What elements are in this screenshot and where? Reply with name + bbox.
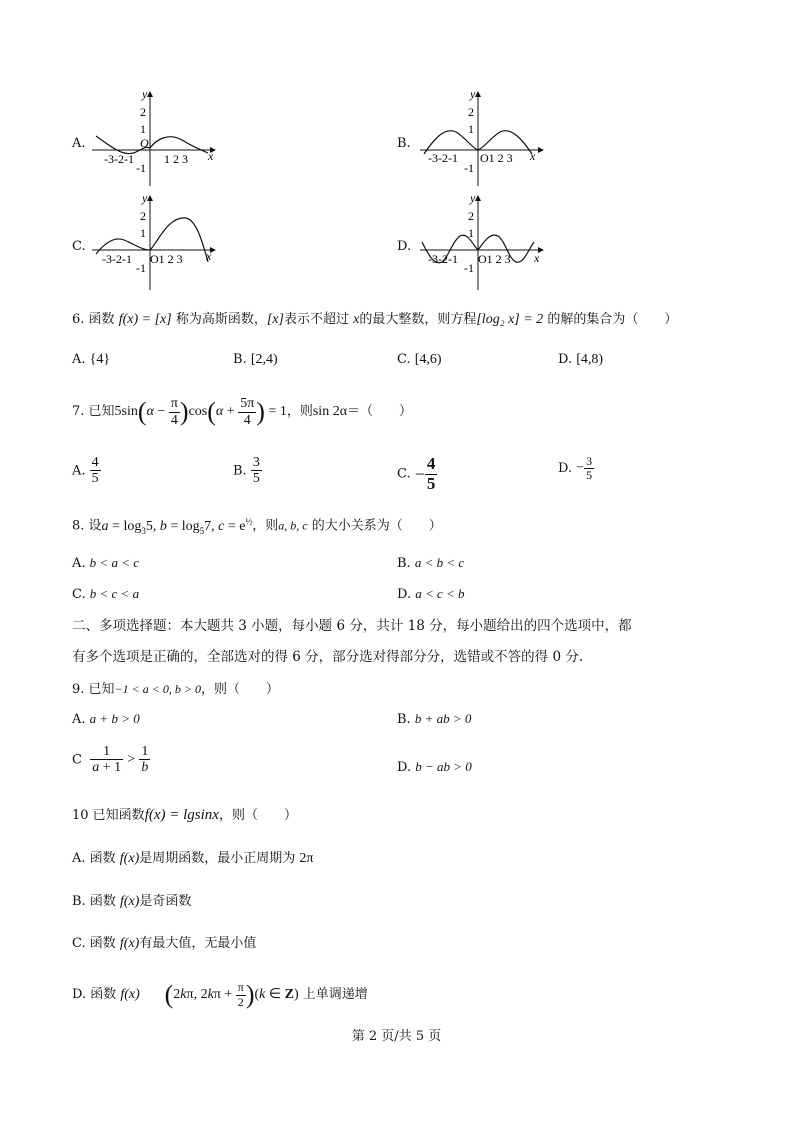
q7-option-b-num: 3 <box>252 455 260 470</box>
q10-option-a-fx: f(x) <box>119 851 140 866</box>
graph-a <box>90 88 220 188</box>
graph-b-x: x <box>530 149 536 163</box>
graph-a-origin: O <box>140 136 149 150</box>
graph-b-y2: 2 <box>468 105 474 119</box>
graph-c-y2: 2 <box>140 209 146 223</box>
section2-line1: 二、多项选择题：本大题共 3 小题，每小题 6 分，共计 18 分，每小题给出的四个选项中，都 <box>72 618 632 634</box>
graph-a-xticks-right: 1 2 3 <box>164 152 188 166</box>
q9-option-c[interactable]: C $\frac{1}{a + 1}$ > $\frac{1}{b}$ <box>72 744 149 776</box>
graph-a-xticks-left: -3-2-1 <box>104 152 134 166</box>
q8-end: 的大小关系为（ ） <box>311 518 442 534</box>
q10-option-d-interval: (2kπ, 2kπ + $\frac{\pi}{2}$ )(k ∈ Z) <box>164 980 299 1009</box>
graph-b-y: y <box>470 88 476 101</box>
q10-stem <box>72 808 297 823</box>
q9-condition: −1 < a < 0, b > 0 <box>114 682 201 696</box>
q8-option-a-value: b < a < c <box>89 555 139 570</box>
q10-option-d-text: 上单调递增 <box>302 987 368 1003</box>
graph-c-y1: 1 <box>140 226 146 240</box>
graph-c-label: C. <box>72 239 86 254</box>
section2-line2: 有多个选项是正确的，全部选对的得 6 分，部分选对得部分分，选错或不答的得 0 分. <box>72 649 584 665</box>
q6-option-d-value: [4,8) <box>576 352 604 367</box>
q6-option-b[interactable] <box>233 353 278 367</box>
q10-function: f(x) = lgsinx <box>144 807 219 823</box>
q10-option-d[interactable] <box>72 976 368 1014</box>
q9-option-b[interactable] <box>397 712 471 726</box>
q7-option-a-num: 4 <box>91 455 99 470</box>
graph-b-yneg: -1 <box>464 161 474 175</box>
q7-equation: 5sin(α − $\frac{\pi}{4}$ )cos(α + $\frac{5\pi}{4}$ ) = 1 <box>114 396 287 428</box>
q6-text-1: 称为高斯函数， <box>175 312 267 327</box>
q8-tail: ，则 <box>252 518 279 534</box>
q7-option-a-label: A. <box>72 463 86 479</box>
q8-vars: a, b, c <box>278 518 308 533</box>
q10-option-a[interactable] <box>72 852 313 866</box>
q9-option-a-value: a + b > 0 <box>89 711 140 726</box>
q9-option-b-label: B. <box>397 712 411 727</box>
q7-stem <box>72 390 412 434</box>
q8-number: 8. 设 <box>72 518 102 534</box>
q9-stem <box>72 683 279 696</box>
q6-option-d-label: D. <box>558 352 573 367</box>
q6-stem <box>72 313 677 327</box>
graph-a-label: A. <box>72 136 86 151</box>
graph-b-y1: 1 <box>468 122 474 136</box>
graph-d-yneg: -1 <box>464 261 474 275</box>
q8-definitions: $a = \log_35$, $b = \log_57$, $c = e^{\frac{1}{2}}$ <box>101 516 253 536</box>
q7-number: 7. 已知 <box>72 404 115 420</box>
q8-option-d-label: D. <box>397 587 412 602</box>
q9-option-d[interactable] <box>397 760 472 774</box>
graph-c-yneg: -1 <box>136 261 146 275</box>
q10-option-c-text: 有最大值，无最小值 <box>139 936 257 951</box>
q7-option-c-label: C. <box>397 466 411 482</box>
q6-text-2: 表示不超过 <box>283 312 349 327</box>
q6-gauss-function: f(x) = [x] <box>118 312 172 327</box>
graph-a-y1: 1 <box>140 122 146 136</box>
graph-c-y: y <box>142 192 148 205</box>
q7-blank: ＝（ ） <box>347 404 413 420</box>
q7-option-a-den: 5 <box>91 471 99 487</box>
graph-b-xticks-left: -3-2-1 <box>428 151 458 165</box>
q7-option-c-den: 5 <box>426 473 436 493</box>
q8-stem <box>72 517 442 535</box>
q7-option-d-num: 3 <box>586 454 593 468</box>
q9-option-a[interactable] <box>72 712 140 726</box>
q10-option-b[interactable] <box>72 895 191 909</box>
q8-option-b-label: B. <box>397 556 411 571</box>
graph-c-xticks-right: O1 2 3 <box>150 252 183 266</box>
q9-option-c-label: C <box>72 752 82 768</box>
q7-option-d[interactable] <box>558 455 594 482</box>
graph-d-y1: 1 <box>468 226 474 240</box>
q10-option-d-fx: f(x) <box>120 987 140 1003</box>
graph-d-xticks-right: O1 2 3 <box>478 252 511 266</box>
q6-x: x <box>353 312 360 327</box>
q8-option-d-value: a < c < b <box>415 586 465 601</box>
graph-b-xticks-right: O1 2 3 <box>480 151 513 165</box>
graph-c-x: x <box>206 249 212 263</box>
graph-d <box>418 192 548 292</box>
q10-option-a-value: 2π <box>299 851 314 866</box>
q6-text-3: 的最大整数，则方程 <box>359 312 477 327</box>
q6-equation: [log₂ x] = 2 <box>476 312 544 327</box>
q9-number: 9. 已知 <box>72 682 115 697</box>
q8-option-b[interactable] <box>397 556 464 570</box>
q7-option-a[interactable] <box>72 455 101 487</box>
graph-d-y: y <box>470 192 476 205</box>
q7-option-b-den: 5 <box>252 471 260 487</box>
q7-option-d-den: 5 <box>586 468 593 483</box>
q10-option-b-label: B. 函数 <box>72 894 116 909</box>
q8-option-a[interactable] <box>72 556 139 570</box>
graph-c <box>90 192 220 292</box>
q6-option-a-value: {4} <box>89 352 111 367</box>
q6-option-d[interactable] <box>558 353 603 367</box>
q10-tail: ，则（ ） <box>218 808 297 823</box>
q9-option-d-value: b − ab > 0 <box>415 759 472 774</box>
graph-b <box>418 88 548 188</box>
q7-option-c-sign: − <box>414 464 425 485</box>
q6-option-c[interactable] <box>397 353 442 367</box>
q10-option-c[interactable] <box>72 937 256 951</box>
q6-text-4: 的解的集合为（ ） <box>547 312 678 327</box>
q9-option-d-label: D. <box>397 760 412 775</box>
q10-option-b-fx: f(x) <box>119 894 140 909</box>
q8-option-a-label: A. <box>72 556 86 571</box>
graph-a-yneg: -1 <box>136 161 146 175</box>
q9-tail: ，则（ ） <box>200 682 279 697</box>
q6-bracket-x: [x] <box>266 312 284 327</box>
q7-option-d-label: D. <box>558 461 573 477</box>
q8-option-d[interactable] <box>397 587 465 601</box>
q7-tail: ，则 <box>286 404 313 420</box>
graph-b-label: B. <box>397 136 411 151</box>
q6-option-c-value: [4,6) <box>414 352 442 367</box>
q7-ask: sin 2α <box>312 404 348 420</box>
graph-a-y: y <box>142 88 148 101</box>
graph-c-xticks-left: -3-2-1 <box>102 252 132 266</box>
q6-number: 6. 函数 <box>72 312 115 327</box>
q7-option-b-label: B. <box>233 463 247 479</box>
q8-option-c-label: C. <box>72 587 86 602</box>
q10-option-d-label: D. 函数 <box>72 987 117 1003</box>
q7-option-d-sign: − <box>576 460 585 476</box>
q8-option-b-value: a < b < c <box>414 555 465 570</box>
q10-option-c-label: C. 函数 <box>72 936 116 951</box>
q9-option-a-label: A. <box>72 712 86 727</box>
page-footer: 第 2 页/共 5 页 <box>351 1029 442 1044</box>
q6-option-a-label: A. <box>72 352 86 367</box>
q10-option-c-fx: f(x) <box>119 936 140 951</box>
q8-option-c-value: b < c < a <box>89 586 140 601</box>
q6-option-b-label: B. <box>233 352 247 367</box>
q9-option-b-value: b + ab > 0 <box>414 711 472 726</box>
graph-d-y2: 2 <box>468 209 474 223</box>
graph-a-x: x <box>208 149 214 163</box>
graph-d-label: D. <box>397 239 412 254</box>
graph-d-xticks-left: -3-2-1 <box>428 252 458 266</box>
graph-a-y2: 2 <box>140 105 146 119</box>
q7-option-c-num: 4 <box>426 454 436 473</box>
q10-number: 10 已知函数 <box>72 808 145 823</box>
q6-option-c-label: C. <box>397 352 411 367</box>
q10-option-a-label: A. 函数 <box>72 851 116 866</box>
q10-option-a-text: 是周期函数，最小正周期为 <box>139 851 296 866</box>
q8-option-c[interactable] <box>72 587 139 601</box>
q7-option-b[interactable] <box>233 455 262 487</box>
q10-option-b-text: 是奇函数 <box>139 894 192 909</box>
graph-d-x: x <box>534 251 540 265</box>
q6-option-b-value: [2,4) <box>250 352 278 367</box>
q7-option-c[interactable] <box>397 455 437 493</box>
q6-option-a[interactable] <box>72 353 110 367</box>
